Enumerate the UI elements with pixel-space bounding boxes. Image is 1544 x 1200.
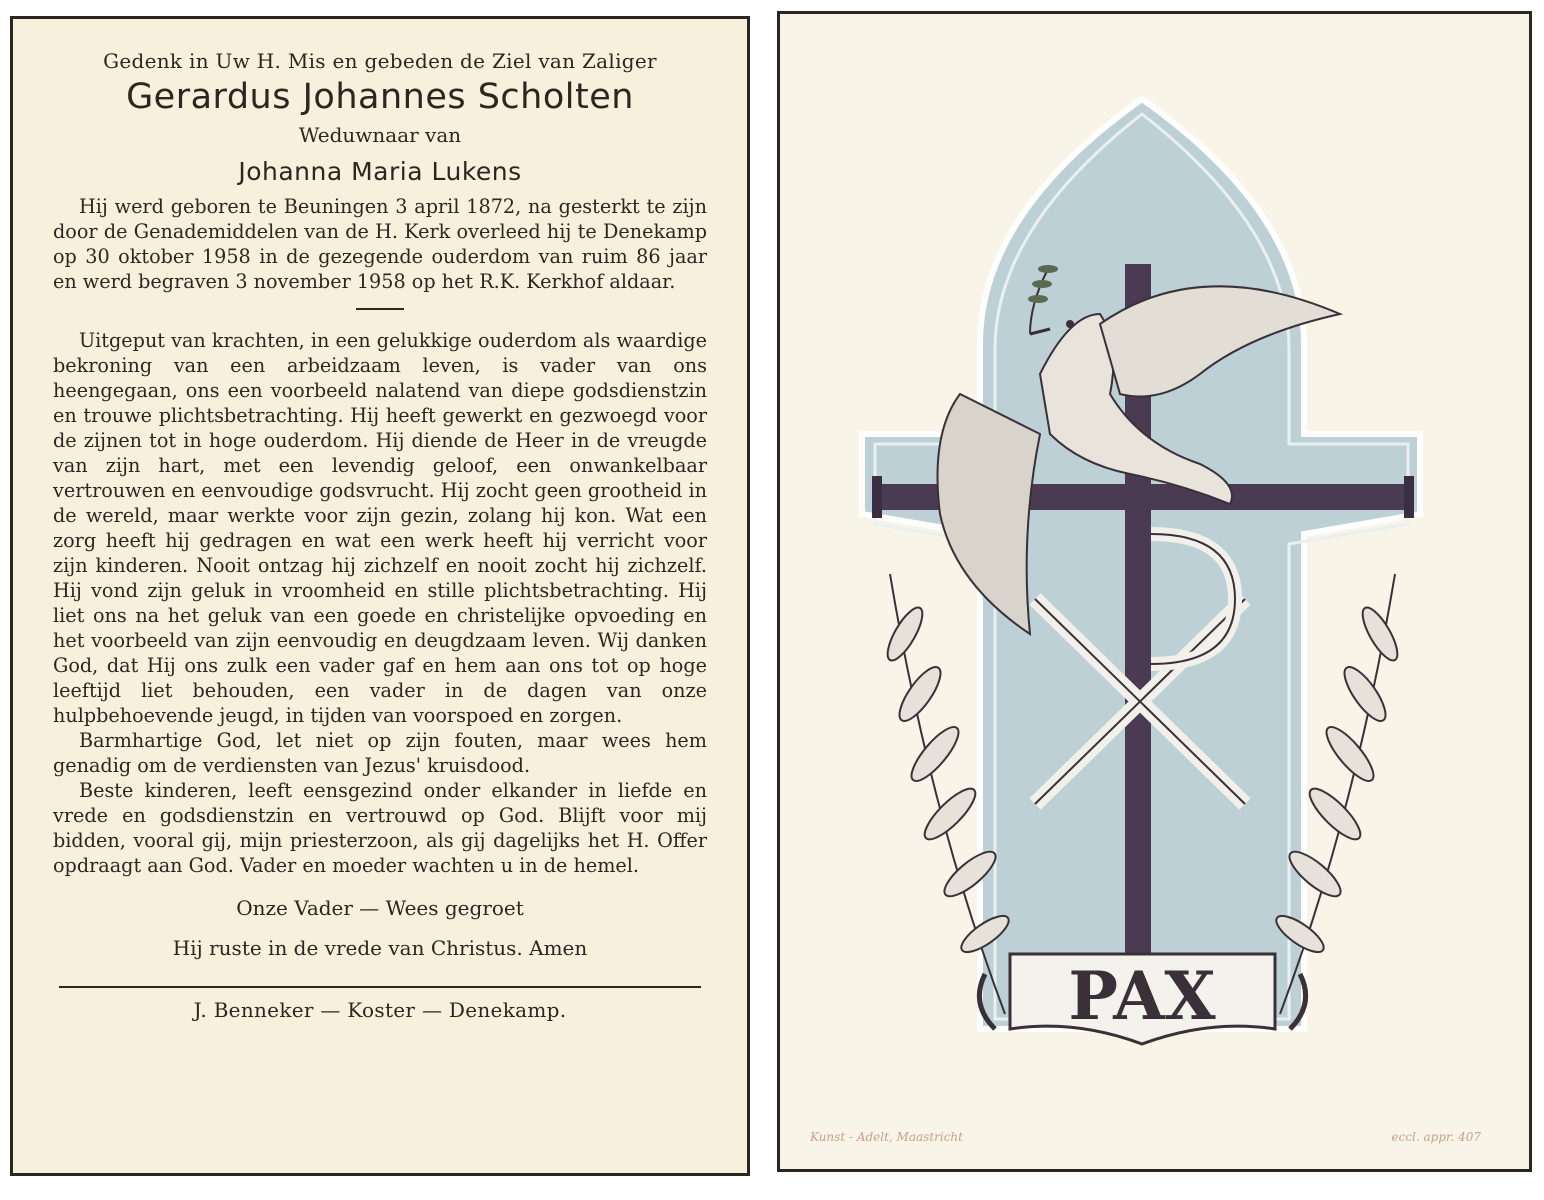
devotional-image-card xyxy=(777,11,1532,1172)
pax-text: PAX xyxy=(1068,957,1216,1035)
widower-line: Weduwnaar van xyxy=(298,123,462,147)
mercy-paragraph: Barmhartige God, let niet op zijn fouten, maar wees hem genadig om de verdiensten van Jezus' kruisdood. xyxy=(53,729,707,777)
printer-line: J. Benneker — Koster — Denekamp. xyxy=(193,998,567,1022)
prayer-line: Onze Vader — Wees gegroet xyxy=(236,896,524,920)
spouse-name: Johanna Maria Lukens xyxy=(238,157,522,186)
rest-in-peace-line: Hij ruste in de vrede van Christus. Amen xyxy=(172,936,588,960)
deceased-name: Gerardus Johannes Scholten xyxy=(126,77,634,117)
footer-divider xyxy=(59,986,701,988)
intro-line: Gedenk in Uw H. Mis en gebeden de Ziel van Zaliger xyxy=(103,49,657,73)
approval-caption: eccl. appr. 407 xyxy=(1391,1130,1481,1144)
memorial-text-card xyxy=(10,16,750,1176)
short-divider xyxy=(356,308,404,310)
biography-paragraph: Hij werd geboren te Beuningen 3 april 1872, na gesterkt te zijn door de Genademiddelen van de H. Kerk overleed hij te Denekamp op 30 oktober 1958 in de gezegende ouderdom van ruim 86 jaar en werd begraven 3 november 1958 op het R.K. Kerkhof aldaar. xyxy=(53,195,707,293)
tribute-paragraph: Uitgeput van krachten, in een gelukkige ouderdom als waardige bekroning van een arbeidzaam leven, is vader van ons heengegaan, ons een voorbeeld nalatend van diepe godsdienstzin en trouwe plichtsbetrachting. Hij heeft gewerkt en gezwoegd voor de zijnen tot in hoge ouderdom. Hij diende de Heer in de vreugde van zijn hart, met een levendig geloof, een onwankelbaar vertrouwen en eenvoudige godsvrucht. Hij zocht geen grootheid in de wereld, maar werkte voor zijn gezin, zolang hij kon. Wat een zorg heeft hij gedragen en wat een werk heeft hij verricht voor zijn kinderen. Nooit ontzag hij zichzelf en nooit zocht hij zichzelf. Hij vond zijn geluk in vroomheid en stille plichtsbetrachting. Hij liet ons na het geluk van een goede en christelijke opvoeding en het voorbeeld van zijn eenvoudig en deugdzaam leven. Wij danken God, dat Hij ons zulk een vader gaf en hem aan ons tot op hoge leeftijd liet behouden, een vader in de dagen van onze hulpbehoevende jeugd, in tijden van voorspoed en zorgen. xyxy=(53,329,707,727)
publisher-caption: Kunst - Adelt, Maastricht xyxy=(810,1130,963,1144)
children-paragraph: Beste kinderen, leeft eensgezind onder elkander in liefde en vrede en godsdienstzin en vertrouwd op God. Blijft voor mij bidden, vooral gij, mijn priesterzoon, als gij dagelijks het H. Offer opdraagt aan God. Vader en moeder wachten u in de hemel. xyxy=(53,779,707,877)
chi-rho-dove-illustration xyxy=(780,14,1529,1169)
